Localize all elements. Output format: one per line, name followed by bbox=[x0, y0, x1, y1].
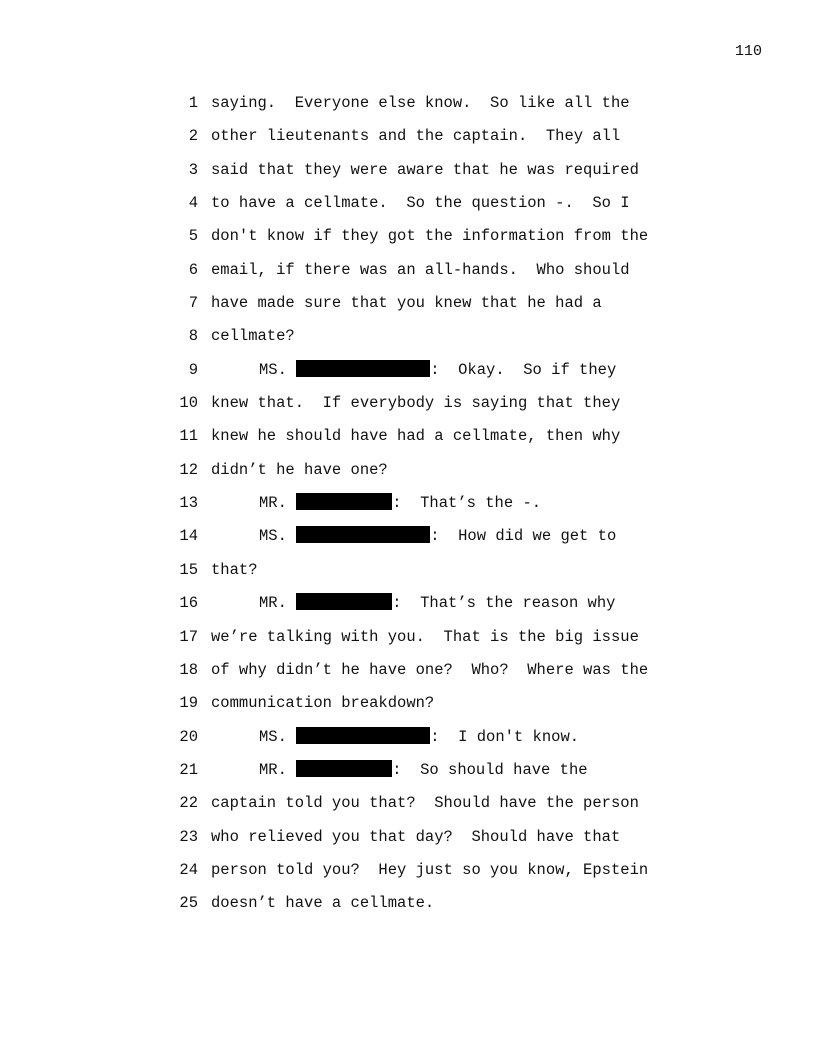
speaker-line bbox=[259, 592, 615, 614]
line-text: of why didn’t he have one? Who? Where was the bbox=[211, 660, 649, 679]
line-text: said that they were aware that he was required bbox=[211, 160, 639, 179]
line-text: : That’s the -. bbox=[392, 494, 542, 513]
line-text: knew he should have had a cellmate, then why bbox=[211, 427, 621, 446]
line-number: 12 bbox=[179, 460, 198, 479]
transcript-line bbox=[0, 826, 816, 859]
redaction-bar bbox=[296, 360, 430, 377]
line-text: : So should have the bbox=[392, 760, 588, 779]
transcript-line bbox=[0, 259, 816, 292]
line-text: to have a cellmate. So the question -. So I bbox=[211, 194, 630, 213]
line-number: 19 bbox=[179, 694, 198, 713]
transcript-line bbox=[0, 159, 816, 192]
line-number: 24 bbox=[179, 860, 198, 879]
line-number: 18 bbox=[179, 660, 198, 679]
line-number: 7 bbox=[188, 294, 198, 313]
transcript-line bbox=[0, 125, 816, 158]
line-text: : That’s the reason why bbox=[392, 594, 616, 613]
transcript-line bbox=[0, 425, 816, 458]
speaker-line bbox=[259, 492, 541, 514]
transcript-line bbox=[0, 692, 816, 725]
line-number: 10 bbox=[179, 394, 198, 413]
transcript-line bbox=[0, 192, 816, 225]
line-text: doesn’t have a cellmate. bbox=[211, 894, 435, 913]
line-text: who relieved you that day? Should have that bbox=[211, 827, 621, 846]
line-number: 13 bbox=[179, 494, 198, 513]
redaction-bar bbox=[296, 760, 392, 777]
line-number: 1 bbox=[188, 94, 198, 112]
line-number: 11 bbox=[179, 427, 198, 446]
line-number: 14 bbox=[179, 527, 198, 546]
line-text: didn’t he have one? bbox=[211, 460, 388, 479]
line-text: captain told you that? Should have the person bbox=[211, 794, 639, 813]
line-text: knew that. If everybody is saying that they bbox=[211, 394, 621, 413]
line-number: 20 bbox=[179, 727, 198, 746]
transcript-body bbox=[0, 92, 816, 926]
transcript-line bbox=[0, 859, 816, 892]
speaker-line bbox=[259, 359, 616, 381]
line-text: cellmate? bbox=[211, 327, 295, 346]
transcript-line bbox=[0, 225, 816, 258]
transcript-line bbox=[0, 492, 816, 525]
line-number: 15 bbox=[179, 560, 198, 579]
redaction-bar bbox=[296, 727, 430, 744]
line-text: saying. Everyone else know. So like all the bbox=[211, 94, 630, 112]
line-number: 8 bbox=[188, 327, 198, 346]
line-text: don't know if they got the information from the bbox=[211, 227, 649, 246]
transcript-line bbox=[0, 92, 816, 125]
speaker-title: MR. bbox=[259, 594, 287, 613]
transcript-line bbox=[0, 459, 816, 492]
line-text: that? bbox=[211, 560, 258, 579]
speaker-title: MS. bbox=[259, 727, 287, 746]
redaction-bar bbox=[296, 493, 392, 510]
line-number: 22 bbox=[179, 794, 198, 813]
speaker-title: MS. bbox=[259, 527, 287, 546]
line-text: : Okay. So if they bbox=[430, 360, 617, 379]
line-text: person told you? Hey just so you know, Epstein bbox=[211, 860, 649, 879]
line-number: 3 bbox=[188, 160, 198, 179]
line-text: other lieutenants and the captain. They all bbox=[211, 127, 621, 146]
line-text: email, if there was an all-hands. Who should bbox=[211, 260, 630, 279]
transcript-line bbox=[0, 659, 816, 692]
line-number: 17 bbox=[179, 627, 198, 646]
speaker-line bbox=[259, 759, 588, 781]
line-number: 6 bbox=[188, 260, 198, 279]
transcript-line bbox=[0, 525, 816, 558]
transcript-line bbox=[0, 359, 816, 392]
line-text: communication breakdown? bbox=[211, 694, 435, 713]
line-number: 25 bbox=[179, 894, 198, 913]
line-text: have made sure that you knew that he had a bbox=[211, 294, 602, 313]
line-number: 23 bbox=[179, 827, 198, 846]
line-number: 9 bbox=[188, 360, 198, 379]
line-number: 21 bbox=[179, 760, 198, 779]
speaker-title: MS. bbox=[259, 360, 287, 379]
transcript-line bbox=[0, 292, 816, 325]
speaker-line bbox=[259, 726, 579, 748]
line-text: we’re talking with you. That is the big issue bbox=[211, 627, 639, 646]
transcript-line bbox=[0, 726, 816, 759]
transcript-line bbox=[0, 892, 816, 925]
transcript-line bbox=[0, 592, 816, 625]
line-text: : How did we get to bbox=[430, 527, 617, 546]
line-number: 5 bbox=[188, 227, 198, 246]
transcript-line bbox=[0, 626, 816, 659]
line-number: 16 bbox=[179, 594, 198, 613]
speaker-title: MR. bbox=[259, 760, 287, 779]
transcript-line bbox=[0, 559, 816, 592]
transcript-line bbox=[0, 759, 816, 792]
redaction-bar bbox=[296, 526, 430, 543]
transcript-line bbox=[0, 792, 816, 825]
speaker-title: MR. bbox=[259, 494, 287, 513]
redaction-bar bbox=[296, 593, 392, 610]
line-text: : I don't know. bbox=[430, 727, 580, 746]
line-number: 4 bbox=[188, 194, 198, 213]
page-number: 110 bbox=[734, 43, 762, 60]
transcript-line bbox=[0, 325, 816, 358]
speaker-line bbox=[259, 525, 616, 547]
transcript-line bbox=[0, 392, 816, 425]
line-number: 2 bbox=[188, 127, 198, 146]
